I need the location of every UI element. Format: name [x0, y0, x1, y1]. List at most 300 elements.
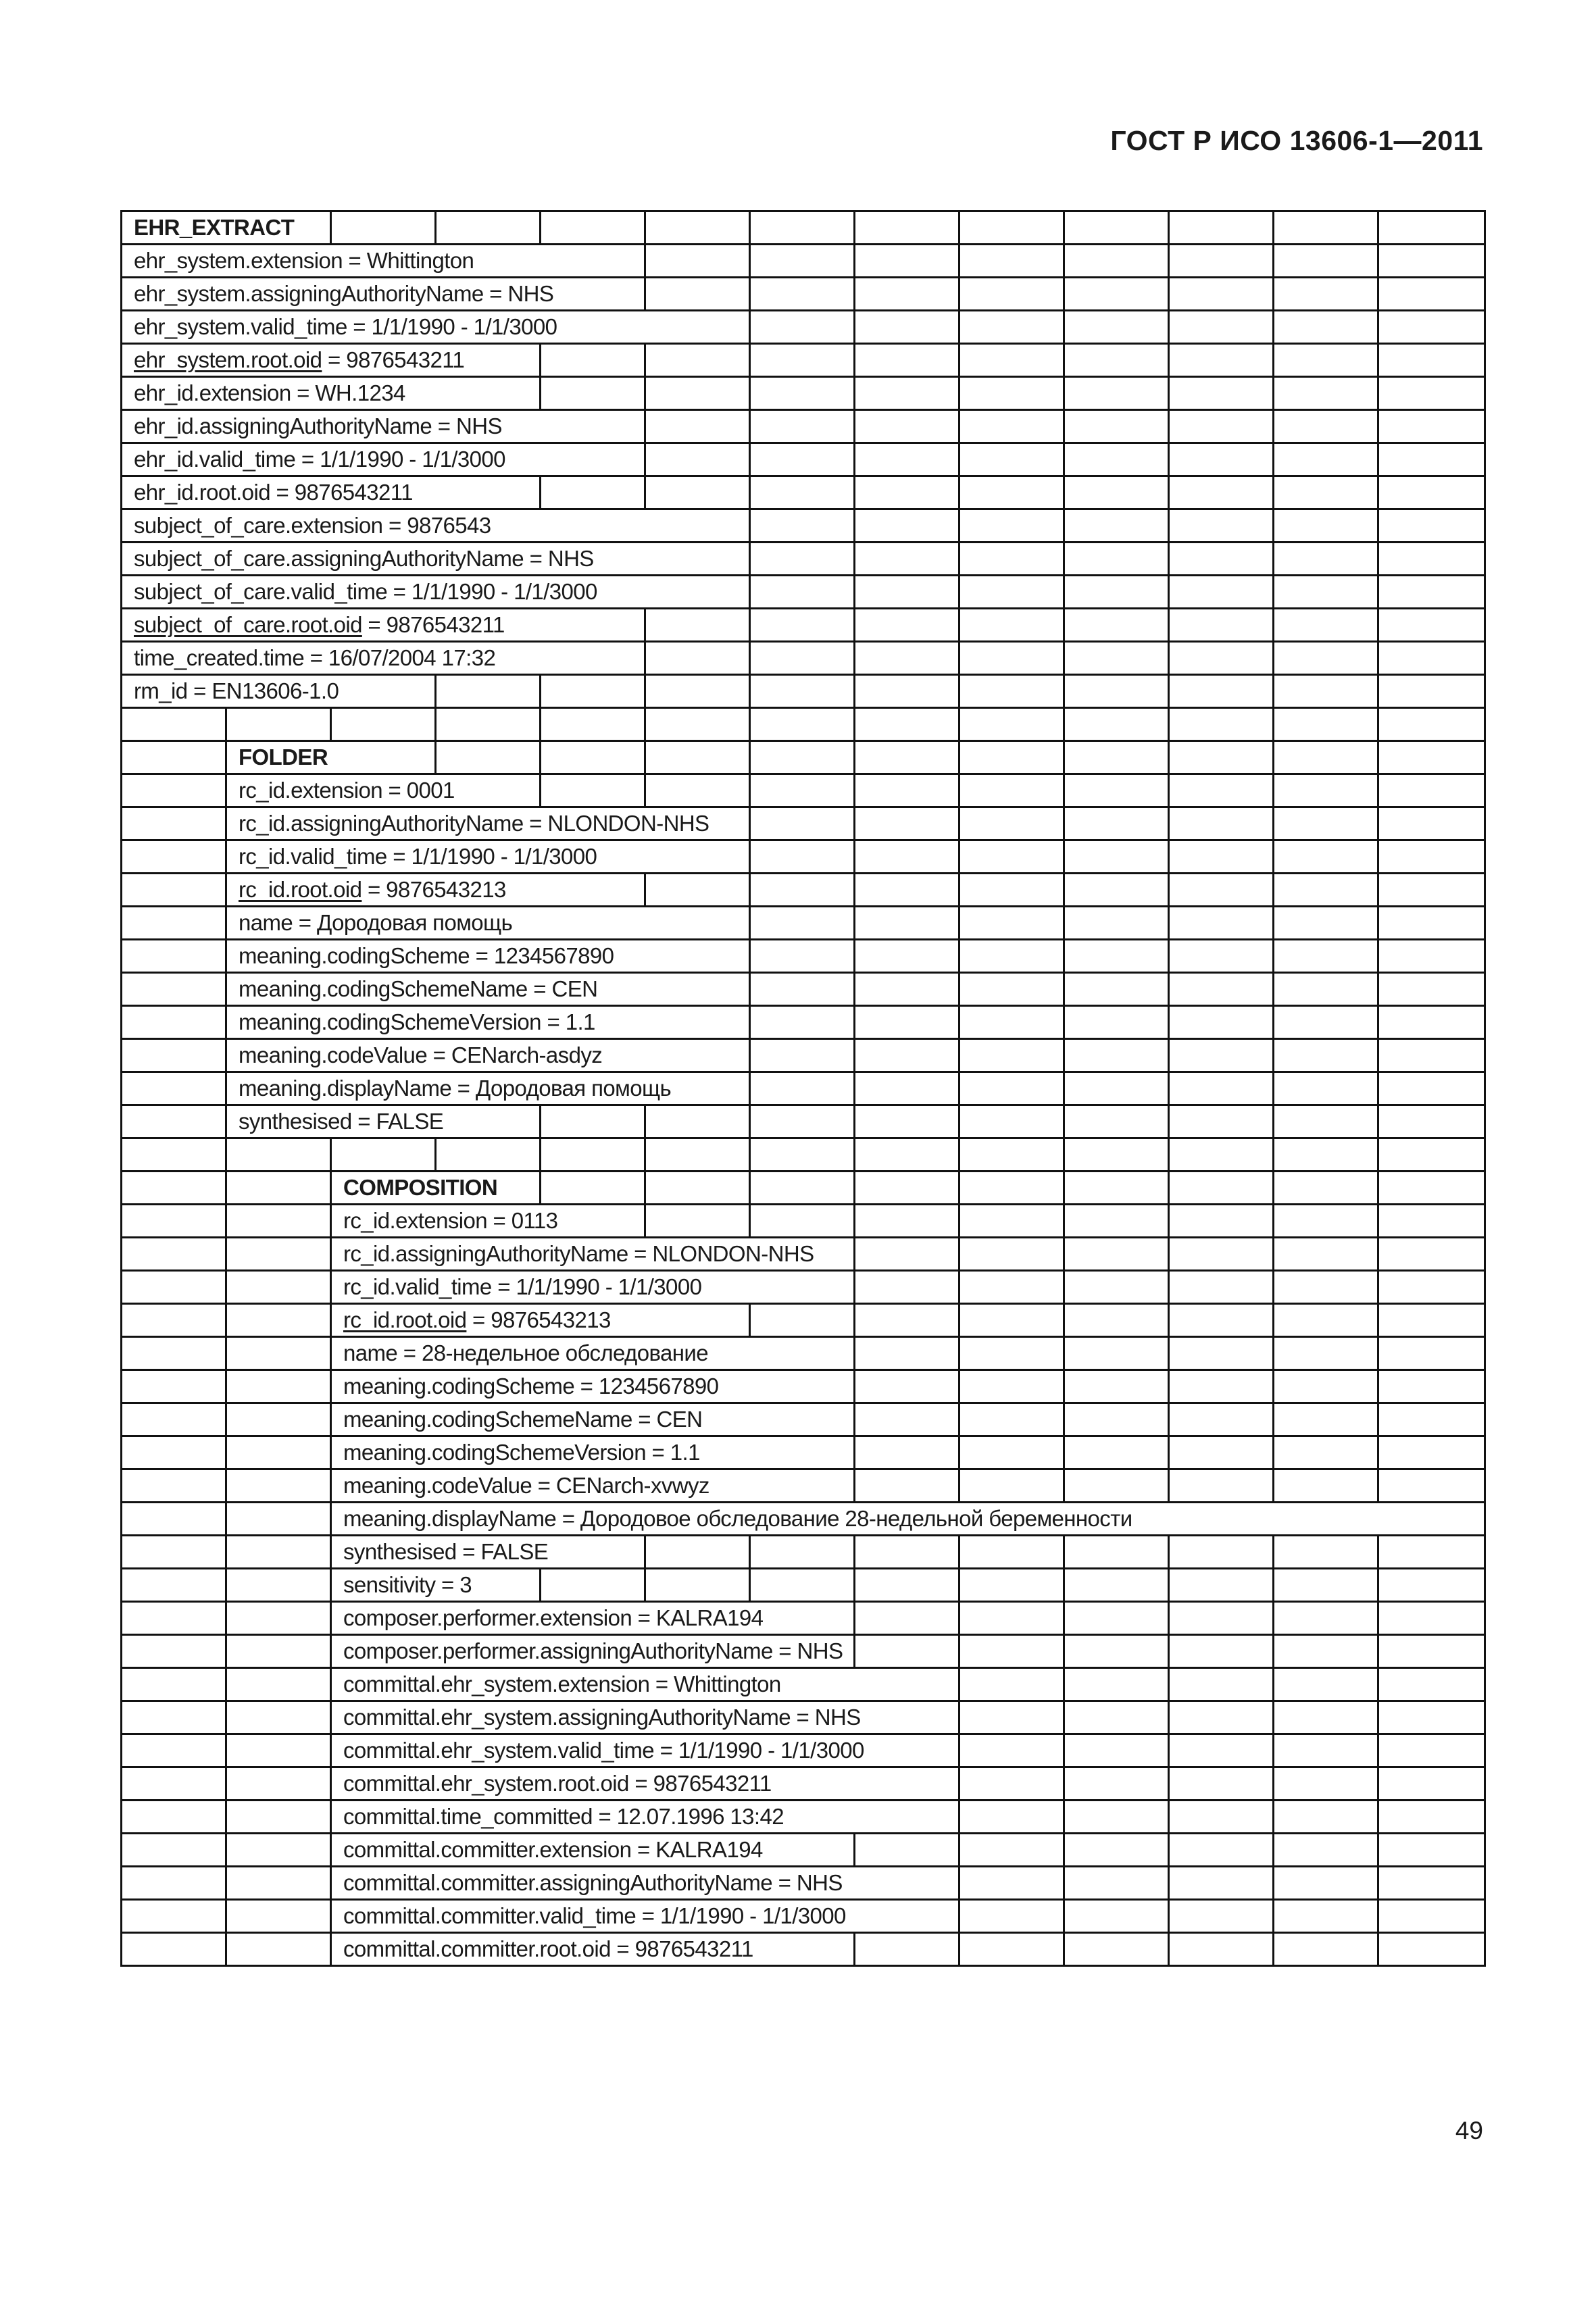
empty-cell: [436, 741, 541, 774]
empty-cell: [645, 708, 750, 741]
empty-cell: [645, 344, 750, 377]
empty-cell: [1064, 1436, 1169, 1469]
empty-cell: [750, 1536, 855, 1569]
table-row: [122, 1337, 1485, 1370]
attribute-cell: [331, 1569, 541, 1602]
empty-cell: [855, 609, 959, 642]
attribute-cell: [122, 311, 750, 344]
empty-cell: [1274, 874, 1378, 907]
indent-cell: [226, 1668, 331, 1701]
table-row: [122, 1072, 1485, 1105]
empty-cell: [645, 410, 750, 443]
indent-cell: [226, 1734, 331, 1767]
attribute-text: subject_of_care.valid_time = 1/1/1990 - 1/1/3000: [134, 579, 597, 604]
indent-cell: [226, 1801, 331, 1834]
empty-cell: [1169, 1635, 1274, 1668]
attribute-text: meaning.codeValue = CENarch-asdyz: [239, 1042, 603, 1067]
empty-cell: [855, 1569, 959, 1602]
empty-cell: [855, 278, 959, 311]
empty-cell: [1378, 1238, 1485, 1271]
table-row: [122, 609, 1485, 642]
empty-cell: [750, 642, 855, 675]
empty-cell: [855, 344, 959, 377]
empty-cell: [1169, 1138, 1274, 1172]
empty-cell: [1169, 907, 1274, 940]
empty-cell: [645, 609, 750, 642]
empty-cell: [1378, 509, 1485, 543]
empty-cell: [1274, 278, 1378, 311]
empty-cell: [1169, 1105, 1274, 1138]
indent-cell: [122, 907, 226, 940]
attribute-text: committal.ehr_system.assigningAuthorityName = NHS: [343, 1705, 861, 1730]
empty-cell: [855, 576, 959, 609]
empty-cell: [1169, 1403, 1274, 1436]
empty-cell: [959, 1436, 1064, 1469]
empty-cell: [645, 642, 750, 675]
empty-cell: [1169, 1304, 1274, 1337]
table-row: [122, 642, 1485, 675]
table-row: [122, 311, 1485, 344]
attribute-cell: [226, 774, 541, 807]
empty-cell: [1169, 1867, 1274, 1900]
empty-cell: [1274, 675, 1378, 708]
empty-cell: [959, 1469, 1064, 1503]
table-row: [122, 1205, 1485, 1238]
indent-cell: [122, 1304, 226, 1337]
empty-cell: [1064, 1172, 1169, 1205]
empty-cell: [1274, 973, 1378, 1006]
attribute-cell: [122, 543, 750, 576]
empty-cell: [959, 840, 1064, 874]
empty-cell: [750, 1205, 855, 1238]
empty-cell: [1274, 940, 1378, 973]
empty-cell: [1274, 774, 1378, 807]
empty-cell: [1378, 1668, 1485, 1701]
attribute-text: ehr_system.extension = Whittington: [134, 248, 474, 273]
empty-cell: [645, 377, 750, 410]
empty-cell: [1378, 1006, 1485, 1039]
table-row: [122, 1801, 1485, 1834]
empty-cell: [1378, 1536, 1485, 1569]
attribute-cell: [226, 874, 645, 907]
empty-cell: [1378, 907, 1485, 940]
empty-cell: [959, 344, 1064, 377]
empty-cell: [855, 774, 959, 807]
empty-cell: [1274, 1602, 1378, 1635]
table-row: [122, 410, 1485, 443]
empty-cell: [855, 840, 959, 874]
empty-cell: [855, 907, 959, 940]
attribute-text: committal.ehr_system.extension = Whittington: [343, 1671, 781, 1696]
empty-cell: [750, 1569, 855, 1602]
empty-cell: [855, 443, 959, 476]
empty-cell: [1169, 874, 1274, 907]
attribute-text: meaning.codingSchemeVersion = 1.1: [343, 1440, 700, 1465]
empty-cell: [436, 675, 541, 708]
empty-cell: [1064, 245, 1169, 278]
attribute-cell: [122, 377, 541, 410]
empty-cell: [1169, 311, 1274, 344]
underlined-key: rc_id.root.oid: [343, 1307, 467, 1332]
empty-cell: [855, 1238, 959, 1271]
empty-cell: [855, 1469, 959, 1503]
empty-cell: [1274, 1138, 1378, 1172]
empty-cell: [750, 1304, 855, 1337]
indent-cell: [122, 1867, 226, 1900]
empty-cell: [750, 509, 855, 543]
empty-cell: [1064, 741, 1169, 774]
empty-cell: [959, 609, 1064, 642]
indent-cell: [122, 1536, 226, 1569]
table-row: [122, 1900, 1485, 1933]
empty-cell: [1169, 807, 1274, 840]
empty-cell: [1064, 1304, 1169, 1337]
table-row: [122, 774, 1485, 807]
empty-cell: [1378, 377, 1485, 410]
empty-cell: [1378, 1105, 1485, 1138]
table-row: [122, 1370, 1485, 1403]
table-row: [122, 1767, 1485, 1801]
attribute-text: meaning.codingScheme = 1234567890: [343, 1374, 719, 1399]
empty-cell: [855, 1304, 959, 1337]
empty-cell: [1064, 1569, 1169, 1602]
empty-cell: [1378, 410, 1485, 443]
table-row: [122, 443, 1485, 476]
empty-cell: [855, 1337, 959, 1370]
empty-cell: [1169, 1734, 1274, 1767]
section-heading: COMPOSITION: [343, 1175, 498, 1200]
empty-cell: [855, 476, 959, 509]
table-row: [122, 807, 1485, 840]
empty-cell: [1064, 1602, 1169, 1635]
empty-cell: [959, 443, 1064, 476]
empty-cell: [855, 245, 959, 278]
empty-cell: [541, 476, 645, 509]
empty-cell: [750, 410, 855, 443]
empty-cell: [959, 1370, 1064, 1403]
attribute-cell: [331, 1867, 959, 1900]
empty-cell: [331, 1138, 436, 1172]
attribute-text: rc_id.extension = 0113: [343, 1208, 558, 1233]
indent-cell: [122, 940, 226, 973]
underlined-key: ehr_system.root.oid: [134, 347, 322, 372]
empty-cell: [541, 377, 645, 410]
empty-cell: [1169, 1271, 1274, 1304]
empty-cell: [1169, 1337, 1274, 1370]
empty-cell: [1064, 543, 1169, 576]
empty-cell: [1169, 973, 1274, 1006]
empty-cell: [1274, 609, 1378, 642]
empty-cell: [1274, 1701, 1378, 1734]
attribute-text: rc_id.valid_time = 1/1/1990 - 1/1/3000: [239, 844, 597, 869]
table-row: [122, 741, 1485, 774]
empty-cell: [645, 874, 750, 907]
empty-cell: [1169, 245, 1274, 278]
empty-cell: [1064, 1205, 1169, 1238]
empty-cell: [855, 675, 959, 708]
empty-cell: [1169, 211, 1274, 245]
empty-cell: [855, 807, 959, 840]
indent-cell: [122, 1039, 226, 1072]
empty-cell: [1274, 1536, 1378, 1569]
empty-cell: [959, 907, 1064, 940]
indent-cell: [122, 741, 226, 774]
empty-cell: [1378, 1205, 1485, 1238]
empty-cell: [1378, 1900, 1485, 1933]
empty-cell: [959, 675, 1064, 708]
empty-cell: [1064, 642, 1169, 675]
empty-cell: [645, 278, 750, 311]
empty-cell: [1274, 741, 1378, 774]
empty-cell: [1378, 1635, 1485, 1668]
empty-cell: [645, 245, 750, 278]
attribute-cell: [226, 907, 750, 940]
empty-cell: [1064, 940, 1169, 973]
empty-cell: [1064, 278, 1169, 311]
attribute-text: rc_id.assigningAuthorityName = NLONDON-NHS: [239, 811, 709, 836]
empty-cell: [1274, 410, 1378, 443]
empty-cell: [855, 311, 959, 344]
indent-cell: [122, 1900, 226, 1933]
empty-cell: [1274, 1403, 1378, 1436]
attribute-text: synthesised = FALSE: [239, 1109, 444, 1134]
empty-cell: [1169, 1536, 1274, 1569]
empty-cell: [1064, 675, 1169, 708]
empty-cell: [1274, 211, 1378, 245]
empty-cell: [750, 377, 855, 410]
empty-cell: [1064, 1734, 1169, 1767]
attribute-text: subject_of_care.assigningAuthorityName = NHS: [134, 546, 594, 571]
empty-cell: [959, 1933, 1064, 1966]
empty-cell: [959, 1072, 1064, 1105]
empty-cell: [1274, 1867, 1378, 1900]
attribute-cell: [331, 1900, 959, 1933]
attribute-cell: [331, 1536, 645, 1569]
empty-cell: [855, 1006, 959, 1039]
empty-cell: [959, 1304, 1064, 1337]
attribute-text: meaning.codingSchemeVersion = 1.1: [239, 1009, 595, 1034]
empty-cell: [1169, 1701, 1274, 1734]
empty-cell: [1169, 1436, 1274, 1469]
empty-cell: [750, 245, 855, 278]
table-row: [122, 543, 1485, 576]
empty-cell: [1064, 476, 1169, 509]
attribute-cell: [226, 1006, 750, 1039]
empty-cell: [1274, 840, 1378, 874]
empty-cell: [959, 1801, 1064, 1834]
attribute-cell: [122, 245, 645, 278]
table-row: [122, 675, 1485, 708]
attribute-text: rm_id = EN13606-1.0: [134, 678, 339, 703]
empty-cell: [750, 543, 855, 576]
empty-cell: [1169, 576, 1274, 609]
attribute-cell: [226, 1039, 750, 1072]
table-row: [122, 509, 1485, 543]
empty-cell: [1274, 642, 1378, 675]
empty-cell: [1274, 344, 1378, 377]
empty-cell: [959, 1569, 1064, 1602]
empty-cell: [1064, 1469, 1169, 1503]
table-row: [122, 708, 1485, 741]
empty-cell: [436, 708, 541, 741]
empty-cell: [541, 1172, 645, 1205]
empty-cell: [1274, 1469, 1378, 1503]
empty-cell: [645, 741, 750, 774]
table-row: [122, 1172, 1485, 1205]
empty-cell: [541, 1138, 645, 1172]
empty-cell: [645, 1138, 750, 1172]
attribute-cell: [226, 1138, 331, 1172]
empty-cell: [1169, 1933, 1274, 1966]
empty-cell: [645, 1569, 750, 1602]
empty-cell: [1064, 576, 1169, 609]
empty-cell: [541, 1569, 645, 1602]
empty-cell: [1378, 1172, 1485, 1205]
empty-cell: [1169, 741, 1274, 774]
attribute-cell: [331, 1602, 855, 1635]
attribute-cell: [226, 807, 750, 840]
attribute-text: committal.committer.extension = KALRA194: [343, 1837, 763, 1862]
empty-cell: [855, 410, 959, 443]
attribute-cell: [122, 509, 750, 543]
empty-cell: [1064, 377, 1169, 410]
empty-cell: [1169, 840, 1274, 874]
empty-cell: [645, 1172, 750, 1205]
empty-cell: [959, 1006, 1064, 1039]
empty-cell: [1064, 1536, 1169, 1569]
table-row: [122, 973, 1485, 1006]
table-row: [122, 1834, 1485, 1867]
table-row: [122, 1304, 1485, 1337]
empty-cell: [1064, 708, 1169, 741]
empty-cell: [750, 344, 855, 377]
attribute-cell: [331, 1503, 1485, 1536]
attribute-cell: [122, 708, 226, 741]
empty-cell: [1169, 476, 1274, 509]
empty-cell: [959, 1867, 1064, 1900]
attribute-text: ehr_id.assigningAuthorityName = NHS: [134, 413, 502, 438]
attribute-cell: [331, 1734, 959, 1767]
empty-cell: [959, 1734, 1064, 1767]
table-row: [122, 245, 1485, 278]
empty-cell: [959, 1403, 1064, 1436]
attribute-text: ehr_id.extension = WH.1234: [134, 380, 405, 405]
table-row: [122, 840, 1485, 874]
table-row: [122, 1701, 1485, 1734]
empty-cell: [1064, 774, 1169, 807]
empty-cell: [1064, 1006, 1169, 1039]
empty-cell: [959, 1767, 1064, 1801]
empty-cell: [1274, 1436, 1378, 1469]
attribute-text: name = Дородовая помощь: [239, 910, 513, 935]
empty-cell: [1169, 675, 1274, 708]
empty-cell: [1064, 1403, 1169, 1436]
empty-cell: [1378, 1039, 1485, 1072]
indent-cell: [122, 1271, 226, 1304]
empty-cell: [750, 211, 855, 245]
indent-cell: [226, 1635, 331, 1668]
attribute-cell: [226, 1072, 750, 1105]
empty-cell: [855, 1105, 959, 1138]
attribute-text: rc_id.root.oid = 9876543213: [343, 1307, 611, 1332]
empty-cell: [959, 245, 1064, 278]
attribute-cell: [122, 675, 436, 708]
attribute-cell: [331, 1304, 750, 1337]
table-row: [122, 907, 1485, 940]
empty-cell: [1274, 1105, 1378, 1138]
empty-cell: [959, 509, 1064, 543]
empty-cell: [1274, 1801, 1378, 1834]
empty-cell: [750, 609, 855, 642]
empty-cell: [1378, 1701, 1485, 1734]
empty-cell: [750, 1039, 855, 1072]
empty-cell: [1274, 443, 1378, 476]
empty-cell: [1378, 1138, 1485, 1172]
attribute-text: rc_id.extension = 0001: [239, 778, 455, 803]
indent-cell: [122, 1701, 226, 1734]
empty-cell: [1274, 1205, 1378, 1238]
empty-cell: [750, 675, 855, 708]
table-row: [122, 1668, 1485, 1701]
empty-cell: [1169, 1469, 1274, 1503]
empty-cell: [541, 344, 645, 377]
attribute-text: committal.committer.valid_time = 1/1/1990 - 1/1/3000: [343, 1903, 846, 1928]
empty-cell: [1064, 973, 1169, 1006]
empty-cell: [1378, 609, 1485, 642]
empty-cell: [750, 476, 855, 509]
empty-cell: [855, 708, 959, 741]
indent-cell: [122, 1569, 226, 1602]
empty-cell: [959, 1039, 1064, 1072]
empty-cell: [959, 741, 1064, 774]
empty-cell: [1169, 774, 1274, 807]
empty-cell: [1064, 1105, 1169, 1138]
empty-cell: [1169, 1370, 1274, 1403]
empty-cell: [1064, 311, 1169, 344]
empty-cell: [1064, 410, 1169, 443]
empty-cell: [855, 1138, 959, 1172]
table-row: [122, 1403, 1485, 1436]
indent-cell: [122, 807, 226, 840]
empty-cell: [1274, 1370, 1378, 1403]
empty-cell: [855, 1436, 959, 1469]
empty-cell: [1064, 1668, 1169, 1701]
table-row: [122, 1536, 1485, 1569]
empty-cell: [645, 443, 750, 476]
indent-cell: [226, 1767, 331, 1801]
attribute-text: subject_of_care.root.oid = 9876543211: [134, 612, 505, 637]
empty-cell: [1378, 741, 1485, 774]
attribute-text: committal.ehr_system.root.oid = 9876543211: [343, 1771, 772, 1796]
empty-cell: [541, 774, 645, 807]
empty-cell: [1274, 907, 1378, 940]
empty-cell: [959, 410, 1064, 443]
empty-cell: [1064, 1337, 1169, 1370]
attribute-cell: [331, 1767, 959, 1801]
table-row: [122, 476, 1485, 509]
indent-cell: [226, 1436, 331, 1469]
empty-cell: [855, 642, 959, 675]
indent-cell: [226, 1205, 331, 1238]
empty-cell: [1378, 973, 1485, 1006]
table-row: [122, 874, 1485, 907]
empty-cell: [1064, 1767, 1169, 1801]
empty-cell: [1169, 708, 1274, 741]
indent-cell: [122, 1370, 226, 1403]
empty-cell: [1169, 1172, 1274, 1205]
table-row: [122, 1271, 1485, 1304]
indent-cell: [122, 1238, 226, 1271]
